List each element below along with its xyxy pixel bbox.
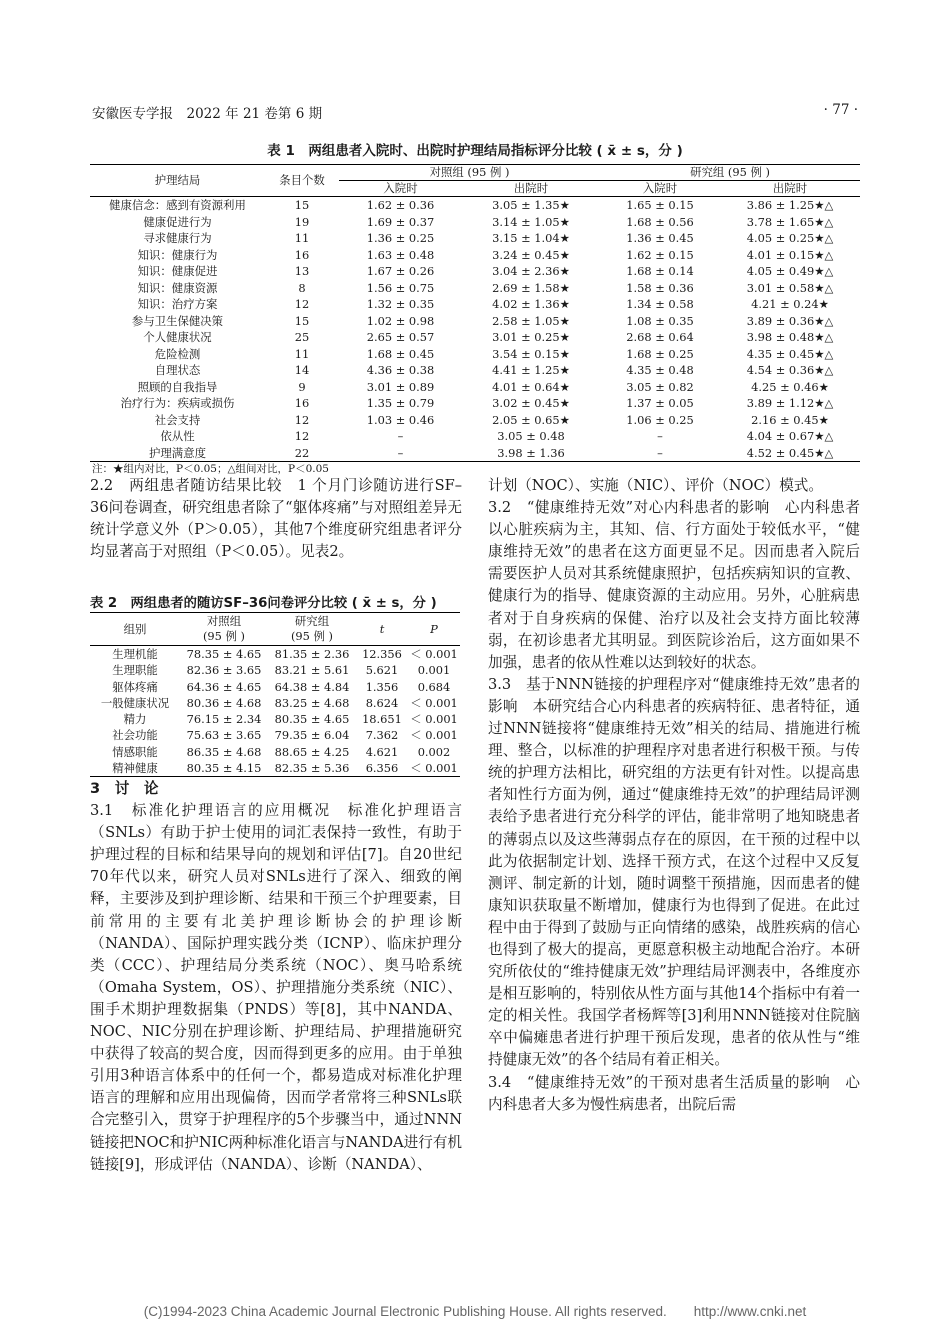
table-cell: 80.35 ± 4.65 <box>274 712 350 727</box>
table-row <box>90 760 460 777</box>
table1-header-control: 对照组 (95 例 ) <box>339 165 600 181</box>
table-cell: 4.25 ± 0.46★ <box>751 379 829 394</box>
table-row <box>90 428 860 445</box>
table-cell: 1.36 ± 0.45 <box>626 231 694 245</box>
table-cell: 3.05 ± 1.35★ <box>492 198 570 212</box>
table1-header-item: 护理结局 <box>90 165 265 197</box>
table-cell: ＜ 0.001 <box>410 647 458 661</box>
page-number: · 77 · <box>823 102 858 118</box>
table-row <box>90 646 460 663</box>
table1-header-control-discharge: 出院时 <box>462 181 600 197</box>
right-column <box>488 475 860 1116</box>
table-row <box>90 280 860 297</box>
table1-header-study-admit: 入院时 <box>600 181 720 197</box>
table1-header-count: 条目个数 <box>265 165 339 197</box>
table-cell: 4.01 ± 0.15★△ <box>746 247 834 262</box>
copyright-footer: (C)1994-2023 China Academic Journal Electronic Publishing House. All rights reserved. http://www.cnki.net <box>143 1304 807 1319</box>
table-cell: 4.02 ± 1.36★ <box>492 297 570 311</box>
table-row <box>90 197 860 214</box>
table-cell: 3.86 ± 1.25★△ <box>746 198 834 212</box>
table-cell: 3.89 ± 1.12★△ <box>746 396 834 410</box>
table-cell: 0.002 <box>417 744 451 759</box>
table1-header-study: 研究组 (95 例 ) <box>600 165 860 181</box>
table-cell: 4.05 ± 0.49★△ <box>746 264 834 278</box>
table-cell: 1.356 <box>365 679 399 694</box>
table-cell: 12.356 <box>362 647 402 661</box>
table-cell: 1.58 ± 0.36 <box>626 280 694 295</box>
table-cell: 寻求健康行为 <box>143 231 212 245</box>
table-row <box>90 679 460 695</box>
para-3-1: 3.1 标准化护理语言的应用概况 标准化护理语言（SNLs）有助于护士使用的词汇表保持一致性，有助于护理过程的目标和结果导向的规划和评估[7]。自20世纪70年代以来，研究人员对SNLs进行了深入、细致的阐释，主要涉及到护理诊断、结果和干预三个护理要素，目前常用的主要有北美护理诊断协会的护理诊断（NANDA）、国际护理实践分类（ICNP）、临床护理分类（CCC）、护理结局分类系统（NOC）、奥马哈系统（Omaha System，OS）、护理措施分类系统（NIC）、围手术期护理数据集（PNDS）等[8]，其中NANDA、NOC、NIC分别在护理诊断、护理结局、护理措施研究中获得了较高的契合度，因而得到更多的应用。由于单独引用3种语言体系中的任何一个，都易造成对标准化护理语言的理解和应用出现偏倚，因而学者常将三种SNLs联合完整引入，贯穿于护理程序的5个步骤当中，通过NNN链接把NOC和护NIC两种标准化语言与NANDA进行有机链接[9]，形成评估（NANDA）、诊断（NANDA）、 <box>90 802 463 1173</box>
table-cell: 1.65 ± 0.15 <box>626 198 694 212</box>
table-cell: 3.78 ± 1.65★△ <box>746 214 834 229</box>
table-cell: 4.621 <box>365 744 399 759</box>
table-cell: 75.63 ± 3.65 <box>186 728 262 743</box>
table-cell: 1.56 ± 0.75 <box>366 280 435 295</box>
table-cell: 4.35 ± 0.45★△ <box>746 346 834 361</box>
table-cell: 健康促进行为 <box>143 214 212 229</box>
table-cell: 3.14 ± 1.05★ <box>492 214 570 229</box>
table-cell: ＜ 0.001 <box>410 695 458 710</box>
table-cell: 83.21 ± 5.61 <box>274 663 350 678</box>
table-cell: 11 <box>294 346 310 361</box>
table-cell: 3.24 ± 0.45★ <box>492 247 570 262</box>
section-3-heading: 3 讨 论 <box>90 780 159 797</box>
table-cell: 14 <box>294 363 310 377</box>
table-cell: 1.68 ± 0.45 <box>366 346 435 361</box>
table-row <box>90 214 860 231</box>
table-row <box>90 727 460 743</box>
table-cell: 8.624 <box>365 695 399 710</box>
table-cell: 8 <box>298 280 306 295</box>
table-cell: 4.52 ± 0.45★△ <box>720 445 860 462</box>
para-2-2: 2.2 两组患者随访结果比较 1 个月门诊随访进行SF–36问卷调查，研究组患者除了“躯体疼痛”与对照组差异无统计学意义外（P＞0.05），其他7个维度研究组患者评分均显著高于对照组（P＜0.05）。见表2。 <box>90 477 462 561</box>
table-cell: 3.04 ± 2.36★ <box>492 264 570 278</box>
table-cell: 2.16 ± 0.45★ <box>751 412 829 427</box>
table-cell: 1.03 ± 0.46 <box>366 412 435 427</box>
table-cell: 3.98 ± 0.48★△ <box>746 330 834 344</box>
table-cell: 照顾的自我指导 <box>137 379 218 394</box>
table-cell: 4.05 ± 0.25★△ <box>746 231 834 245</box>
table-cell: 2.58 ± 1.05★ <box>492 313 570 328</box>
table-cell: 1.08 ± 0.35 <box>626 313 694 328</box>
table-cell: 社会支持 <box>154 412 201 427</box>
table-cell: 4.41 ± 1.25★ <box>492 363 570 377</box>
table-cell: 1.37 ± 0.05 <box>626 396 694 410</box>
table-cell: 健康信念：感到有资源利用 <box>109 198 246 212</box>
table-cell: 情感职能 <box>112 744 158 759</box>
para-continued: 计划（NOC）、实施（NIC）、评价（NOC）模式。 <box>488 477 823 494</box>
table-cell: 3.02 ± 0.45★ <box>492 396 570 410</box>
table-cell: 3.01 ± 0.58★△ <box>746 280 834 295</box>
table-cell: 64.36 ± 4.65 <box>186 679 262 694</box>
table-cell: 7.362 <box>365 728 399 743</box>
para-3-3: 3.3 基于NNN链接的护理程序对“健康维持无效”患者的影响 本研究结合心内科患者的疾病特征、患者特征，通过NNN链接将“健康维持无效”相关的结局、措施进行梳理、整合，以标准的护理程序对患者进行积极干预。与传统的护理方法相比，研究组的方法更有针对性。以提高患者知性行方面为例，通过“健康维持无效”的护理结局评测表给予患者进行充分科学的评估，能非常明了地知晓患者的薄弱点以及这些薄弱点存在的原因，在干预的过程中以此为依据制定计划、选择干预方式，在这个过程中又反复测评、制定新的计划，随时调整干预措施，因而患者的健康知识获取量不断增加，健康行为也得到了促进。在此过程中由于得到了鼓励与正向情绪的感染，战胜疾病的信心也得到了极大的提高，更愿意积极主动地配合治疗。本研究所依仗的“维持健康无效”护理结局评测表中，各维度亦是相互影响的，特别依从性方面与其他14个指标中有着一定的相关性。我国学者杨辉等[3]利用NNN链接对住院脑卒中偏瘫患者进行护理干预后发现，患者的依从性与“维持健康无效”的各个结局有着正相关。 <box>488 675 860 1069</box>
table-cell: 0.684 <box>417 679 451 694</box>
table-cell: 4.04 ± 0.67★△ <box>746 429 834 443</box>
table-cell: 4.36 ± 0.38 <box>366 363 435 377</box>
table-cell: 83.25 ± 4.68 <box>274 695 350 710</box>
table-row <box>90 263 860 280</box>
table-cell: – <box>600 445 720 462</box>
table-cell: 88.65 ± 4.25 <box>274 744 350 759</box>
table-cell: 危险检测 <box>154 346 201 361</box>
table-cell: 社会功能 <box>112 728 158 743</box>
table-cell: 1.63 ± 0.48 <box>366 247 435 262</box>
table-cell: 12 <box>294 429 310 443</box>
table-cell: 2.69 ± 1.58★ <box>492 280 570 295</box>
table-row <box>90 395 860 412</box>
table2-header-group: 组别 <box>90 613 180 646</box>
table-cell: 3.54 ± 0.15★ <box>492 346 570 361</box>
table-cell: 13 <box>294 264 310 278</box>
table-cell: 3.01 ± 0.25★ <box>492 330 570 344</box>
table-cell: 64.38 ± 4.84 <box>274 679 350 694</box>
table-cell: 19 <box>294 214 310 229</box>
table-cell: 2.65 ± 0.57 <box>366 330 435 344</box>
table-cell: 1.68 ± 0.14 <box>626 264 694 278</box>
table-cell: 1.35 ± 0.79 <box>366 396 435 410</box>
table-cell: 知识：健康促进 <box>137 264 218 278</box>
table-cell: 80.36 ± 4.68 <box>186 695 262 710</box>
table-row <box>90 662 460 678</box>
table-cell: 81.35 ± 2.36 <box>274 647 350 661</box>
table2-header-study <box>268 613 356 646</box>
table-cell: ＜ 0.001 <box>410 728 458 743</box>
table-cell: – <box>339 445 462 462</box>
table-cell: 79.35 ± 6.04 <box>274 728 350 743</box>
table-cell: 22 <box>265 445 339 462</box>
table-cell: 生理职能 <box>112 663 158 678</box>
table2 <box>90 612 460 777</box>
table-cell: 76.15 ± 2.34 <box>186 712 262 727</box>
table-cell: 5.621 <box>365 663 399 678</box>
table-row <box>90 362 860 379</box>
table1-note: 注：★组内对比，P＜0.05；△组间对比，P＜0.05 <box>92 463 329 475</box>
table-cell: 3.98 ± 1.36 <box>462 445 600 462</box>
table-cell: 15 <box>294 313 310 328</box>
table-cell: 25 <box>294 330 310 344</box>
table-cell: 1.62 ± 0.15 <box>626 247 694 262</box>
table-cell: 躯体疼痛 <box>112 679 158 694</box>
table-row <box>90 445 860 462</box>
table1-caption: 表 1 两组患者入院时、出院时护理结局指标评分比较 ( x̄ ± s，分 ) <box>267 143 683 159</box>
table-cell: 6.356 <box>356 760 408 777</box>
table2-header-t: t <box>356 613 408 646</box>
table-cell: 1.02 ± 0.98 <box>366 313 435 328</box>
table-cell: 9 <box>298 379 306 394</box>
table-cell: ＜ 0.001 <box>408 760 460 777</box>
table-row <box>90 744 460 760</box>
table1 <box>90 164 860 462</box>
table-cell: 11 <box>294 231 310 245</box>
table1-header-control-admit: 入院时 <box>339 181 462 197</box>
table-cell: 3.05 ± 0.82 <box>626 379 694 394</box>
table-cell: 2.68 ± 0.64 <box>626 330 694 344</box>
table-cell: 知识：治疗方案 <box>137 297 218 311</box>
table-cell: 3.15 ± 1.04★ <box>492 231 570 245</box>
table-cell: 1.34 ± 0.58 <box>626 297 694 311</box>
table-cell: 3.01 ± 0.89 <box>366 379 435 394</box>
para-3-4: 3.4 “健康维持无效”的干预对患者生活质量的影响 心内科患者大多为慢性病患者，出院后需 <box>488 1073 860 1113</box>
table-row <box>90 379 860 396</box>
journal-header: 安徽医专学报 2022 年 21 卷第 6 期 <box>92 106 323 122</box>
table-cell: ＜ 0.001 <box>410 712 458 727</box>
table-cell: 护理满意度 <box>90 445 265 462</box>
table-cell: 12 <box>294 412 310 427</box>
table-row <box>90 313 860 330</box>
table-cell: 1.68 ± 0.56 <box>626 214 694 229</box>
table2-header-study-label: 研究组 <box>294 614 330 628</box>
table-cell: – <box>397 429 404 443</box>
table-cell: 18.651 <box>362 712 402 727</box>
para-3-2: 3.2 “健康维持无效”对心内科患者的影响 心内科患者以心脏疾病为主，其知、信、行方面处于较低水平，“健康维持无效”的患者在这方面更显不足。因而患者入院后需要医护人员对其系统健康照护，包括疾病知识的宣教、健康行为的指导、健康资源的主动应用。另外，心脏病患者对于自身疾病的保健、治疗以及社会支持方面比较薄弱，在初诊患者尤其明显。到医院诊治后，这方面如果不加强，患者的依从性难以达到较好的状态。 <box>488 499 860 671</box>
table2-header-control-label: 对照组 <box>206 614 242 628</box>
table-cell: 4.01 ± 0.64★ <box>492 379 570 394</box>
table2-header-control <box>180 613 268 646</box>
table-cell: 4.21 ± 0.24★ <box>751 297 829 311</box>
table-cell: 1.69 ± 0.37 <box>366 214 435 229</box>
table-cell: 15 <box>294 198 310 212</box>
table-cell: 参与卫生保健决策 <box>131 313 224 328</box>
table-cell: 知识：健康资源 <box>137 280 218 295</box>
table-cell: 12 <box>294 297 310 311</box>
table-cell: 3.05 ± 0.48 <box>497 429 565 443</box>
table-row <box>90 412 860 429</box>
table-cell: 个人健康状况 <box>143 330 212 344</box>
table-cell: – <box>657 429 663 443</box>
table-cell: 知识：健康行为 <box>137 247 218 262</box>
table-cell: 1.62 ± 0.36 <box>366 198 435 212</box>
table-row <box>90 711 460 727</box>
table-cell: 4.54 ± 0.36★△ <box>746 363 834 377</box>
table-cell: 1.32 ± 0.35 <box>366 297 435 311</box>
table-cell: 4.35 ± 0.48 <box>626 363 694 377</box>
table-cell: 3.89 ± 0.36★△ <box>746 313 834 328</box>
table-cell: 治疗行为：疾病或损伤 <box>120 396 235 410</box>
table-cell: 78.35 ± 4.65 <box>186 647 262 661</box>
table-cell: 精力 <box>123 712 147 727</box>
table-row <box>90 695 460 711</box>
table-cell: 0.001 <box>417 663 451 678</box>
table-cell: 一般健康状况 <box>100 695 170 710</box>
table2-header-p: P <box>408 613 460 646</box>
table-row <box>90 230 860 247</box>
table-cell: 16 <box>294 247 310 262</box>
table-cell: 1.06 ± 0.25 <box>626 412 694 427</box>
table-cell: 82.35 ± 5.36 <box>268 760 356 777</box>
table-cell: 生理机能 <box>112 647 158 661</box>
table-row <box>90 296 860 313</box>
table-cell: 1.36 ± 0.25 <box>366 231 435 245</box>
table-row <box>90 346 860 363</box>
table-row <box>90 247 860 264</box>
table2-caption: 表 2 两组患者的随访SF–36问卷评分比较 ( x̄ ± s，分 ) <box>90 596 437 611</box>
table-cell: 16 <box>294 396 310 410</box>
table-row <box>90 329 860 346</box>
table-cell: 精神健康 <box>90 760 180 777</box>
table-cell: 依从性 <box>160 429 195 443</box>
table-cell: 1.67 ± 0.26 <box>366 264 435 278</box>
table-cell: 自理状态 <box>154 363 201 377</box>
table-cell: 82.36 ± 3.65 <box>186 663 262 678</box>
left-column-top <box>90 475 462 563</box>
table2-header-control-n: (95 例 ) <box>202 629 245 643</box>
left-column-bottom <box>90 778 462 1176</box>
table-cell: 1.68 ± 0.25 <box>626 346 694 361</box>
table-cell: 2.05 ± 0.65★ <box>492 412 570 427</box>
table1-header-study-discharge: 出院时 <box>720 181 860 197</box>
table-cell: 80.35 ± 4.15 <box>180 760 268 777</box>
table-cell: 86.35 ± 4.68 <box>186 744 262 759</box>
table2-header-study-n: (95 例 ) <box>290 629 333 643</box>
